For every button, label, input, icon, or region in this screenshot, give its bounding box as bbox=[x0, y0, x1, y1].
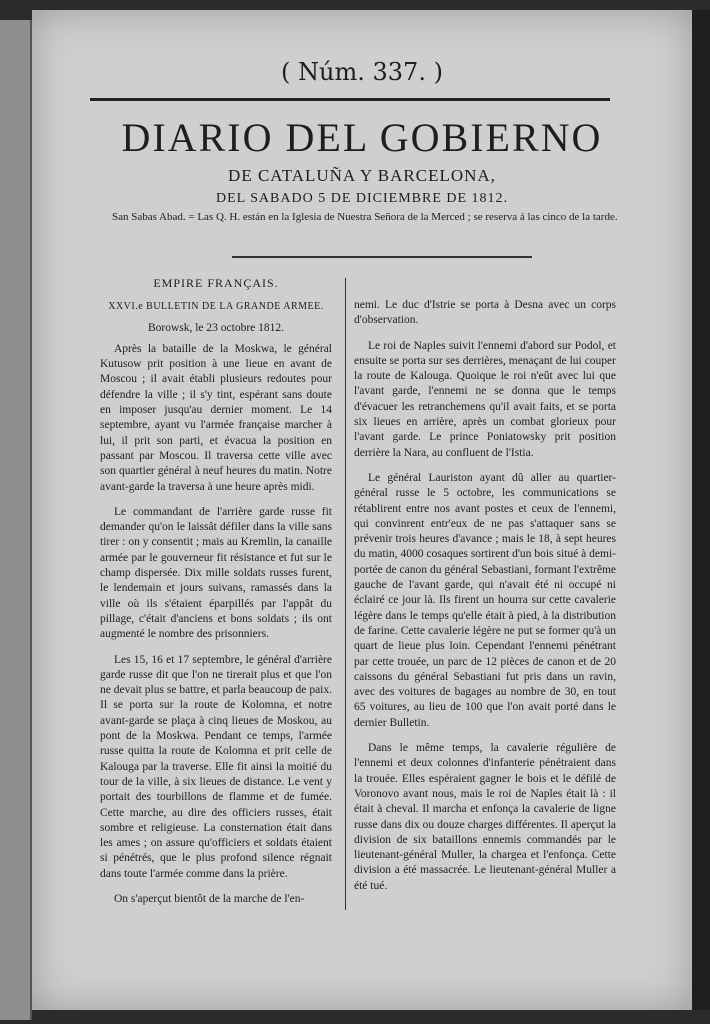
masthead-divider bbox=[232, 256, 532, 258]
paragraph: Les 15, 16 et 17 septembre, le général d'arrière garde russe dit que l'on ne tirerait plus et que l'on ne devait plus se battre, et parla beaucoup de paix. Il se porta sur la route de Kolomna, et notre avant-garde se plaça à cinq lieues de Moskou, au pont de la Moskwa. Pendant ce temps, l'armée russe quitta la route de Kolomna et prit celle de Kalouga par la traverse. Elle fit ainsi la moitié du tour de la ville, à six lieues de distance. Le vent y portait des tourbillons de flamme et de fumée. Cette marche, au dire des officiers russes, était sombre et religieuse. La consternation était dans les ames ; on assure qu'officiers et soldats étaient si pénétrés, que le plus profond silence régnait dans toute l'armée comme dans la prière. bbox=[100, 653, 332, 880]
newspaper-title: DIARIO DEL GOBIERNO bbox=[121, 115, 603, 160]
paragraph: On s'aperçut bientôt de la marche de l'en- bbox=[114, 892, 305, 905]
column-divider bbox=[345, 278, 346, 910]
issue-date: DEL SABADO 5 DE DICIEMBRE DE 1812. bbox=[215, 191, 509, 206]
paragraph: Dans le même temps, la cavalerie régulière de l'ennemi et deux colonnes d'infanterie pénétraient dans la trouée. Elles espéraient gagner le bois et le défilé de Voronovo avant nous, mais le roi de Naples était là : il était à cheval. Il marcha et enfonça la cavalerie de ligne russe dans dix ou douze charges différentes. Il aperçut la division de six bataillons ennemis commandés par le lieutenant-général Muller, la chargea et l'enfonça. Cette division a été massacrée. Le lieutenant-général Muller a été tué. bbox=[354, 742, 616, 892]
newspaper-page bbox=[32, 10, 692, 1010]
paragraph: nemi. Le duc d'Istrie se porta à Desna avec un corps d'observation. bbox=[354, 299, 616, 327]
article-column-left bbox=[100, 276, 332, 917]
article-heading: EMPIRE FRANÇAIS. bbox=[153, 276, 279, 290]
top-rule bbox=[90, 98, 610, 101]
paragraph: Le roi de Naples suivit l'ennemi d'abord sur Podol, et ensuite se porta sur ses derrières, menaçant de lui couper la route de Kalouga. Quoique le roi n'eût avec lui que l'avant garde, l'ennemi ne se donna que le temps d'évacuer les retranchemens qu'il avait faits, et se porta six lieues en arrière, après un combat glorieux pour l'avant garde. Le prince Poniatowsky prit position derrière la Nara, au confluent de l'Istia. bbox=[354, 339, 616, 459]
left-page-edge bbox=[0, 20, 32, 1020]
place-date: Borowsk, le 23 octobre 1812. bbox=[147, 321, 285, 334]
bulletin-title: XXVI.e BULLETIN DE LA GRANDE ARMEE. bbox=[108, 301, 324, 313]
newspaper-subtitle: DE CATALUÑA Y BARCELONA, bbox=[228, 166, 496, 185]
saint-notice: San Sabas Abad. = Las Q. H. están en la Iglesia de Nuestra Señora de la Merced ; se reserva á las cinco de la tarde. bbox=[112, 211, 618, 223]
paragraph: Le commandant de l'arrière garde russe fit demander qu'on le laissât défiler dans la ville sans tirer : on y consentit ; mais au Kremlin, la canaille armée par le gouverneur fit résistance et fut sur le champ dispersée. Dix mille soldats russes furent, le lendemain et jours suivans, ramassés dans la ville où ils s'étaient éparpillés par l'appât du pillage, c'était d'anciens et bons soldats ; ils ont augmenté le nombre des prisonniers. bbox=[100, 505, 332, 641]
paragraph: Le général Lauriston ayant dû aller au quartier-général russe le 5 octobre, les communications se rétablirent entre nos avant postes et ceux de l'ennemi, qui convinrent entr'eux de ne pas s'attaquer sans se prévenir trois heures d'avance ; mais le 18, à sept heures du matin, 4000 cosaques sortirent d'un bois situé à demi-portée de canon du général Sebastiani, formant l'extrême gauche de l'avant garde, qui n'avait été ni occupé ni éclairé ce jour là. Ils firent un hourra sur cette cavalerie légère dans le temps qu'elle était à pied, à la distribution de farine. Cette cavalerie légère ne put se former qu'à un quart de lieue plus loin. Cependant l'ennemi pénétrant par cette trouée, un parc de 12 pièces de canon et de 20 caissons du général Sebastiani fut pris dans un ravin, avec des voitures de bagages au nombre de 30, en tout 65 voitures, au lieu de 100 que l'on avait porté dans le dernier Bulletin. bbox=[354, 471, 616, 729]
paragraph: Après la bataille de la Moskwa, le général Kutusow prit position à une lieue en avant de Moscou ; il avait établi plusieurs redoutes pour défendre la ville ; il s'y tint, espérant sans doute en imposer jusqu'au dernier moment. Le 14 septembre, ayant vu l'armée française marcher à lui, il prit son parti, et évacua la position en passant par Moscou. Il traversa cette ville avec son quartier général à neuf heures du matin. Notre avant-garde la traversa à une heure après midi. bbox=[100, 342, 332, 493]
article-column-right bbox=[354, 298, 616, 904]
issue-number: ( Núm. 337. ) bbox=[281, 58, 443, 86]
right-page-edge bbox=[692, 10, 710, 1010]
